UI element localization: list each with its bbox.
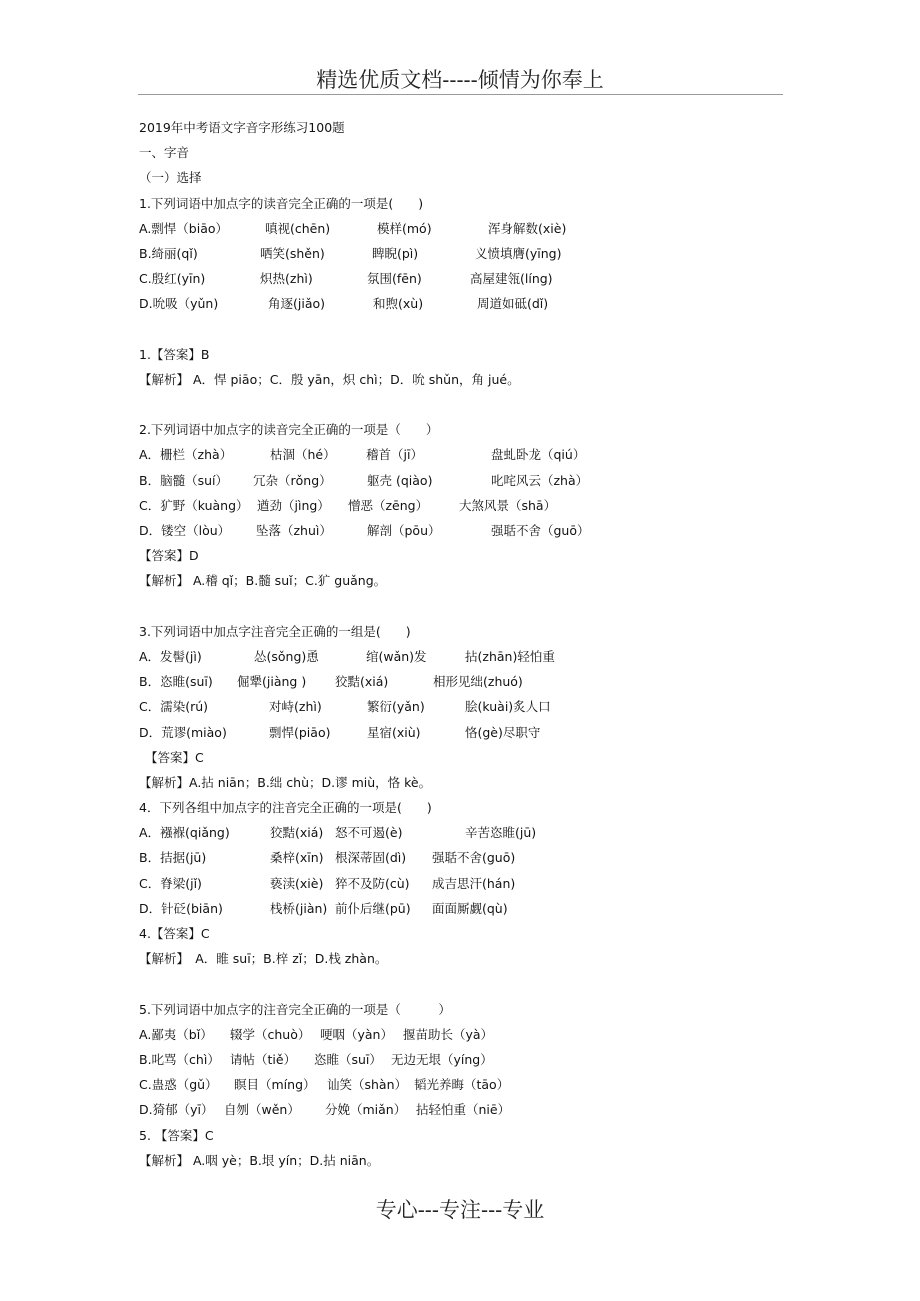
question-5-option-a (139, 1022, 799, 1047)
option-cell: 韬光养晦（tāo） (414, 1077, 510, 1093)
question-5-answer: 5. 【答案】C (139, 1127, 214, 1143)
option-cell: 炽热(zhì) (260, 271, 313, 287)
question-1-option-a (139, 216, 799, 241)
question-3-option-d (139, 720, 799, 745)
option-cell: 辍学（chuò） (230, 1026, 311, 1042)
question-1-option-d (139, 291, 799, 316)
option-cell: 盘虬卧龙（qiú） (491, 447, 586, 463)
option-cell: 坠落（zhuì） (256, 523, 332, 538)
option-cell: 拈(zhān)轻怕重 (465, 648, 555, 664)
option-cell: 狡黠(xiá) (270, 825, 324, 841)
question-3-option-a (139, 644, 799, 669)
option-cell: B．恣睢(suī) (139, 674, 213, 690)
option-cell: 繁衍(yǎn) (367, 699, 425, 715)
option-cell: 模样(mó) (377, 220, 432, 236)
option-cell: D．针砭(biān) (139, 900, 223, 916)
question-5-stem: 5.下列词语中加点字的注音完全正确的一项是（ ） (139, 1001, 451, 1017)
question-5-option-c (139, 1072, 799, 1097)
question-5-option-b (139, 1047, 799, 1072)
question-4-option-c (139, 871, 799, 896)
option-cell: C．脊梁(jǐ) (139, 875, 202, 891)
option-cell: D.猗郁（yī） (139, 1102, 214, 1118)
option-cell: 揠苗助长（yà） (403, 1026, 494, 1042)
option-cell: 狡黠(xiá) (335, 674, 389, 690)
option-cell: 面面厮觑(qù) (432, 900, 508, 916)
question-2-stem: 2.下列词语中加点字的读音完全正确的一项是（ ） (139, 422, 439, 438)
option-cell: 绾(wǎn)发 (366, 648, 427, 664)
option-cell: 和煦(xù) (373, 296, 424, 312)
option-cell: C.蛊惑（gǔ） (139, 1077, 218, 1093)
option-cell: 辛苦恣睢(jū) (465, 825, 537, 841)
option-cell: 剽悍(piāo) (269, 724, 331, 740)
question-3-option-b (139, 669, 799, 694)
subsection-heading: （一）选择 (139, 170, 202, 186)
question-4-option-d (139, 896, 799, 921)
option-cell: 嗔视(chēn) (265, 220, 331, 236)
option-cell: 大煞风景（shā） (459, 497, 557, 513)
option-cell: D.吮吸（yǔn) (139, 296, 219, 312)
page-header: 精选优质文档-----倾情为你奉上 (316, 68, 604, 92)
question-3-stem: 3.下列词语中加点字注音完全正确的一组是( ) (139, 623, 411, 639)
question-3-option-c (139, 694, 799, 719)
option-cell: 亵渎(xiè) (270, 875, 324, 891)
question-1-stem: 1.下列词语中加点字的读音完全正确的一项是( ) (139, 195, 424, 211)
question-4-option-b (139, 845, 799, 870)
option-cell: 枯涸（hé） (270, 447, 336, 463)
option-cell: B.绮丽(qǐ) (139, 245, 198, 261)
option-cell: C．濡染(rú) (139, 699, 209, 715)
option-cell: 倔犟(jiàng ) (237, 674, 307, 690)
option-cell: D．镂空（lòu） (139, 523, 231, 538)
option-cell: A.鄙夷（bǐ） (139, 1026, 213, 1042)
question-1-answer: 1.【答案】B (139, 346, 210, 362)
option-cell: 解剖（pōu） (367, 523, 441, 538)
option-cell: 自刎（wěn） (224, 1102, 300, 1118)
question-2-answer: 【答案】D (139, 548, 199, 564)
option-cell: 根深蒂固(dì) (335, 850, 407, 866)
option-cell: 请帖（tiě） (230, 1051, 297, 1067)
option-cell: 躯壳 (qiào) (367, 472, 433, 488)
option-cell: A．发髻(jì) (139, 648, 202, 664)
option-cell: 义愤填膺(yīng) (475, 245, 562, 261)
option-cell: B．脑髓（suí） (139, 472, 228, 488)
question-2-option-a (139, 442, 799, 467)
option-cell: 氛围(fēn) (367, 271, 422, 287)
option-cell: 憎恶（zēng） (348, 497, 429, 513)
section-heading: 一、字音 (139, 145, 190, 161)
question-2-analysis: 【解析】 A.稽 qǐ；B.髓 suǐ；C.犷 guǎng。 (139, 573, 387, 589)
question-3-answer: 【答案】C (145, 749, 204, 765)
option-cell: A．栅栏（zhà） (139, 447, 233, 463)
option-cell: 角逐(jiǎo) (268, 296, 326, 312)
option-cell: 高屋建瓴(líng) (470, 271, 553, 287)
option-cell: 叱咤风云（zhà） (491, 472, 589, 488)
question-2-option-d (139, 518, 799, 543)
option-cell: 讪笑（shàn） (327, 1077, 408, 1093)
document-title: 2019年中考语文字音字形练习100题 (139, 120, 345, 135)
option-cell: 遒劲（jìng） (257, 497, 330, 513)
option-cell: 星宿(xiù) (367, 724, 421, 740)
option-cell: A．襁褓(qiǎng) (139, 825, 230, 841)
option-cell: 怒不可遏(è) (335, 825, 403, 841)
option-cell: C.殷红(yīn) (139, 271, 206, 287)
page-footer: 专心---专注---专业 (375, 1198, 545, 1222)
question-4-stem: 4．下列各组中加点字的注音完全正确的一项是( ) (139, 800, 432, 816)
option-cell: 脍(kuài)炙人口 (465, 699, 551, 715)
option-cell: 哽咽（yàn） (320, 1026, 393, 1042)
question-2-option-b (139, 468, 799, 493)
option-cell: 哂笑(shěn) (260, 245, 325, 261)
question-4-analysis: 【解析】 A．睢 suī；B.梓 zǐ；D.栈 zhàn。 (139, 951, 388, 967)
option-cell: B.叱骂（chì） (139, 1051, 220, 1067)
document-body (139, 115, 799, 1173)
header-divider (138, 94, 783, 95)
option-cell: 相形见绌(zhuó) (433, 674, 523, 690)
option-cell: 睥睨(pì) (372, 245, 419, 261)
question-4-answer: 4.【答案】C (139, 926, 210, 941)
question-3-analysis: 【解析】A.拈 niān；B.绌 chù；D.谬 miù，恪 kè。 (139, 774, 432, 790)
option-cell: 强聒不舍（guō） (491, 523, 590, 538)
option-cell: B．拮据(jū) (139, 850, 207, 866)
option-cell: 浑身解数(xiè) (488, 220, 567, 236)
question-1-analysis: 【解析】 A．悍 piāo；C．殷 yān，炽 chì；D．吮 shǔn，角 jué。 (139, 371, 520, 387)
option-cell: 瞑目（míng） (234, 1077, 316, 1093)
option-cell: 桑梓(xīn) (270, 850, 324, 866)
option-cell: 拈轻怕重（niē） (416, 1102, 511, 1118)
option-cell: 对峙(zhì) (269, 699, 322, 715)
question-4-option-a (139, 820, 799, 845)
option-cell: 无边无垠（yíng） (391, 1051, 493, 1067)
option-cell: 成吉思汗(hán) (432, 875, 516, 891)
option-cell: 怂(sǒng)恿 (254, 648, 319, 664)
option-cell: 强聒不舍(guō) (432, 850, 516, 866)
option-cell: C．犷野（kuàng） (139, 497, 249, 513)
option-cell: 分娩（miǎn） (325, 1102, 407, 1118)
question-1-option-b (139, 241, 799, 266)
option-cell: D．荒谬(miào) (139, 724, 227, 740)
option-cell: 猝不及防(cù) (335, 875, 410, 891)
option-cell: 恣睢（suī） (314, 1051, 382, 1067)
question-1-option-c (139, 266, 799, 291)
question-5-analysis: 【解析】 A.咽 yè；B.垠 yín；D.拈 niān。 (139, 1152, 380, 1168)
option-cell: A.剽悍（biāo） (139, 220, 229, 236)
option-cell: 栈桥(jiàn) (270, 900, 328, 916)
option-cell: 周道如砥(dǐ) (477, 296, 549, 312)
option-cell: 恪(gè)尽职守 (465, 724, 541, 740)
question-2-option-c (139, 493, 799, 518)
option-cell: 稽首（jī） (366, 447, 423, 463)
option-cell: 冗杂（rǒng） (253, 472, 332, 488)
option-cell: 前仆后继(pū) (335, 900, 411, 916)
question-5-option-d (139, 1097, 799, 1122)
